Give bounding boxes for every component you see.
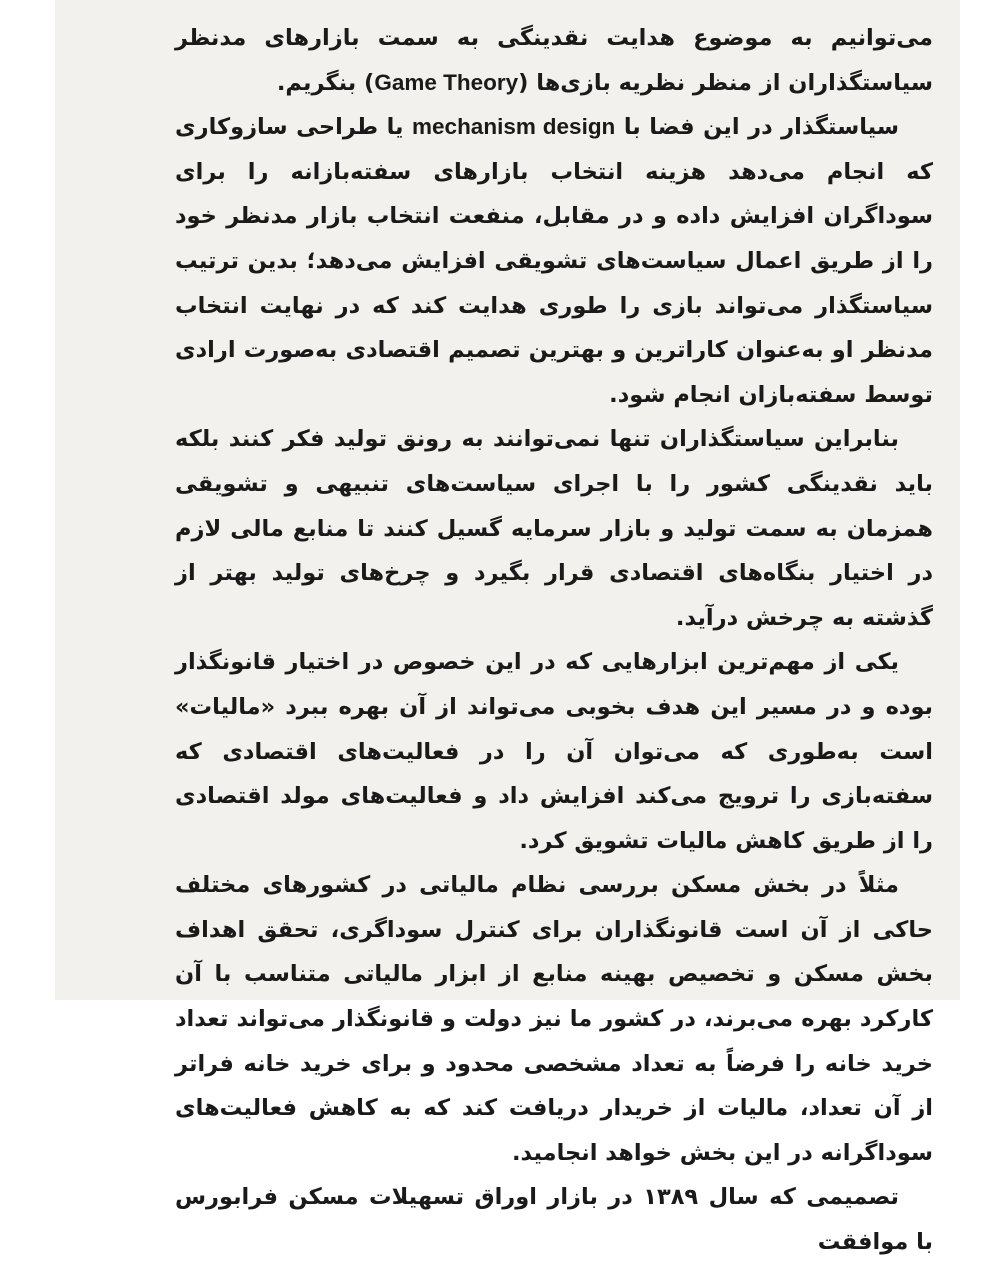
- text-run: یکی از مهم‌ترین ابزارهایی که در این خصوص در اختیار قانونگذار بوده و در مسیر این هدف بخوبی می‌تواند از آن بهره ببرد «مالیات» است به‌طوری که می‌توان آن را در فعالیت‌های اقتصادی که سفته‌بازی را ترویج می‌کند افزایش داد و فعالیت‌های مولد اقتصادی را از طریق کاهش مالیات تشویق کرد.: [175, 649, 933, 854]
- paragraph-housing: [175, 863, 933, 1175]
- text-run: بنابراین سیاستگذاران تنها نمی‌توانند به رونق تولید فکر کنند بلکه باید نقدینگی کشور را با اجرای سیاست‌های تنبیهی و تشویقی همزمان به سمت تولید و بازار سرمایه گسیل کنند تا منابع مالی لازم در اختیار بنگاه‌های اقتصادی قرار بگیرد و چرخ‌های تولید بهتر از گذشته به چرخش درآید.: [175, 426, 933, 631]
- text-run: تصمیمی که سال ۱۳۸۹ در بازار اوراق تسهیلات مسکن فرابورس با موافقت: [175, 1184, 933, 1256]
- text-run: مثلاً در بخش مسکن بررسی نظام مالیاتی در کشورهای مختلف حاکی از آن است قانونگذاران برای کنترل سوداگری، تحقق اهداف بخش مسکن و تخصیص بهینه منابع از ابزار مالیاتی متناسب با آن کارکرد بهره می‌برند، در کشور ما نیز دولت و قانونگذار می‌تواند تعداد خرید خانه را فرضاً به تعداد مشخصی محدود و برای خرید خانه فراتر از آن تعداد، مالیات از خریدار دریافت کند که به کاهش فعالیت‌های سوداگرانه در این بخش خواهد انجامید.: [175, 872, 933, 1166]
- text-run: یا طراحی سازوکاری که انجام می‌دهد هزینه انتخاب بازارهای سفته‌بازانه را برای سوداگران افزایش داده و در مقابل، منفعت انتخاب بازار مدنظر خود را از طریق اعمال سیاست‌های تشویقی افزایش می‌دهد؛ بدین ترتیب سیاستگذار می‌تواند بازی را طوری هدایت کند که در نهایت انتخاب مدنظر او به‌عنوان کاراترین و بهترین تصمیم اقتصادی به‌صورت ارادی توسط سفته‌بازان انجام شود.: [175, 114, 933, 408]
- paragraph-game-theory: [175, 16, 933, 105]
- paragraph-production: [175, 417, 933, 640]
- text-run: ) بنگریم.: [276, 69, 375, 96]
- paragraph-decision-1389: [175, 1175, 933, 1264]
- article-body: [175, 16, 933, 1265]
- scanned-page: [55, 0, 960, 1256]
- text-run: سیاستگذار در این فضا با: [615, 114, 899, 141]
- paragraph-mechanism-design: [175, 105, 933, 417]
- latin-term: Game Theory: [374, 69, 519, 95]
- latin-term: mechanism design: [412, 114, 616, 140]
- paragraph-tax-tool: [175, 640, 933, 863]
- text-run: می‌توانیم به موضوع هدایت نقدینگی به سمت بازارهای مدنظر سیاستگذاران از منظر نظریه بازی‌ها (: [175, 25, 933, 96]
